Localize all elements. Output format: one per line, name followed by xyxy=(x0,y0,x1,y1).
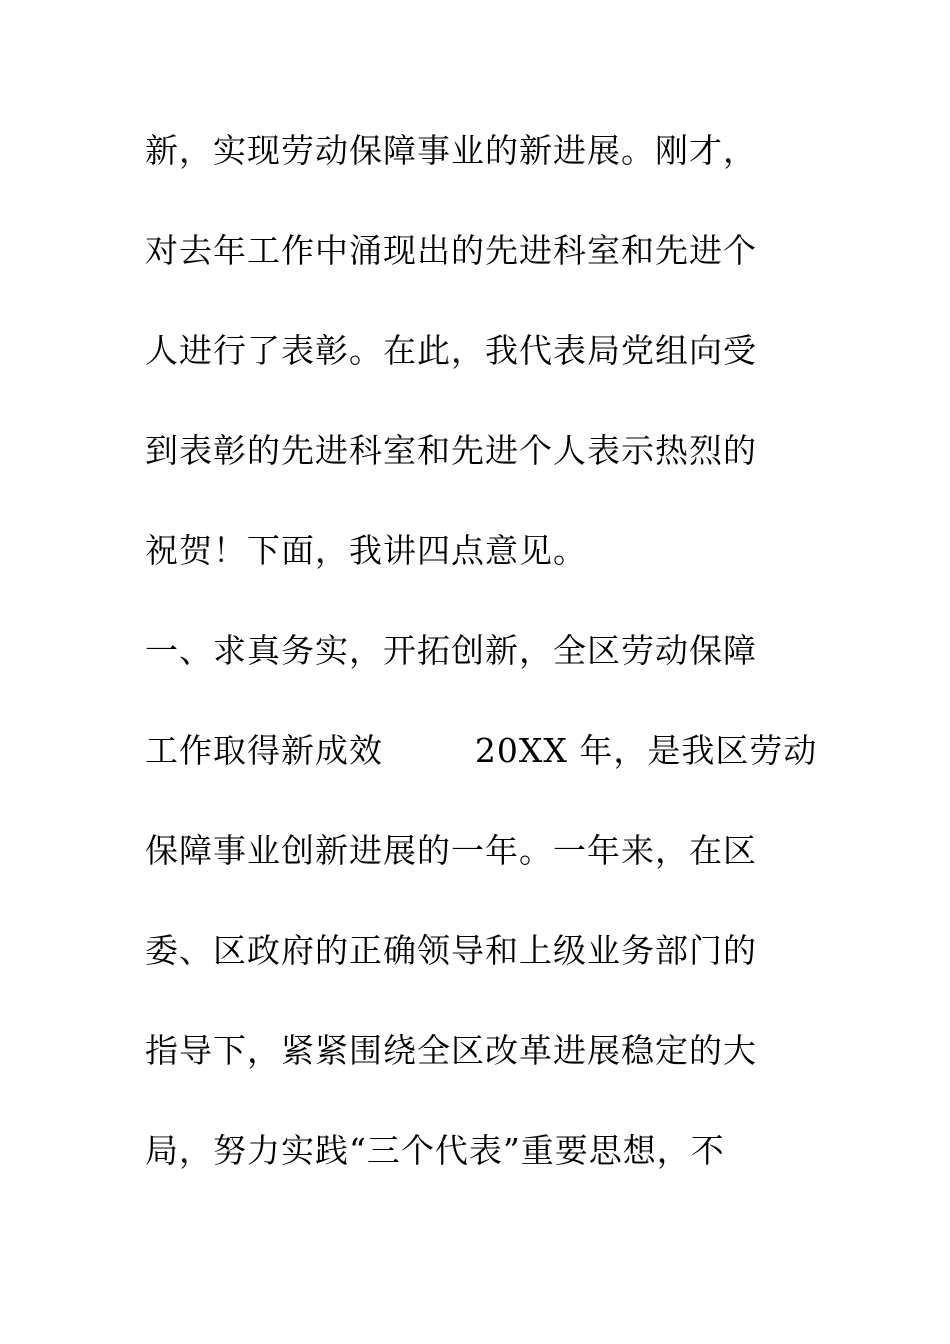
body-text-line: 新，实现劳动保障事业的新进展。刚才， xyxy=(145,131,757,170)
section-heading-line: 一、求真务实，开拓创新，全区劳动保障 xyxy=(145,631,757,670)
body-text-line: 指导下，紧紧围绕全区改革进展稳定的大 xyxy=(145,1031,757,1070)
body-text-line: 祝贺！下面，我讲四点意见。 xyxy=(145,531,587,570)
body-text-line: 保障事业创新进展的一年。一年来，在区 xyxy=(145,831,757,870)
body-text-line: 对去年工作中涌现出的先进科室和先进个 xyxy=(145,231,757,270)
section-heading-line: 工作取得新成效 20XX 年，是我区劳动 xyxy=(145,731,818,770)
body-text-line: 委、区政府的正确领导和上级业务部门的 xyxy=(145,931,757,970)
body-text-line: 人进行了表彰。在此，我代表局党组向受 xyxy=(145,331,757,370)
body-text-line: 局，努力实践“三个代表”重要思想，不 xyxy=(145,1131,725,1170)
body-text-line: 到表彰的先进科室和先进个人表示热烈的 xyxy=(145,431,757,470)
